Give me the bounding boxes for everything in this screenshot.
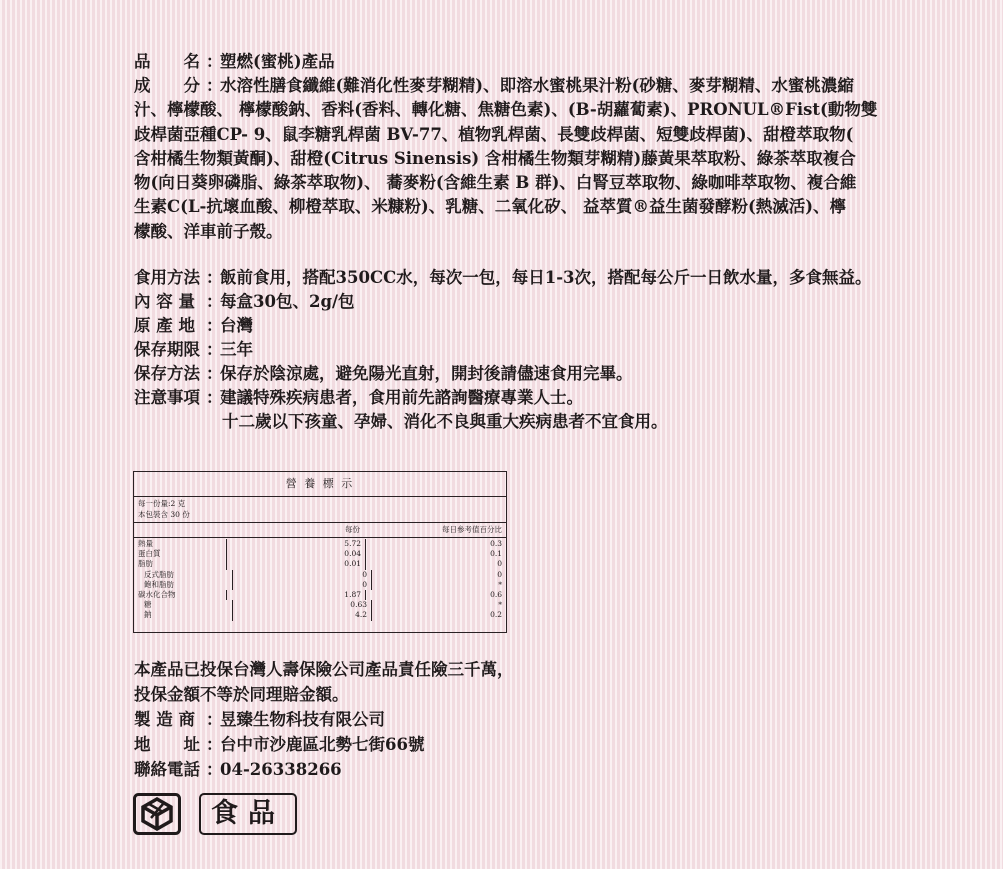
ingredients-line: 檬酸、洋車前子殼。 — [134, 221, 283, 241]
nutrition-row — [134, 590, 506, 600]
origin-row: 原 產 地 ： 台灣 — [134, 314, 944, 338]
usage-row: 食用方法 ： 飯前食用，搭配350CC水，每次一包，每日1-3次，搭配每公斤一日飲水量，多食無益。 — [134, 266, 944, 290]
product-name-value: 塑燃(蜜桃)產品 — [220, 52, 335, 71]
nutrient-daily-value: 0 — [497, 569, 502, 579]
info-label: 注意事項 — [134, 388, 200, 408]
label-content — [134, 50, 944, 434]
nutrient-name: 碳水化合物 — [134, 590, 227, 600]
maker-row: 製 造 商 ： 昱臻生物科技有限公司 — [134, 707, 514, 732]
maker-label: 製 造 商 — [134, 710, 195, 729]
nutrient-per-serving: 4.2 — [233, 610, 372, 620]
nutrient-per-serving: 0.04 — [227, 549, 366, 559]
nutrient-per-serving: 0.63 — [233, 600, 372, 610]
nutrition-row — [134, 600, 506, 610]
nutrition-row — [134, 559, 506, 569]
nutrition-serving — [134, 497, 506, 523]
info-label: 內 容 量 — [134, 292, 195, 312]
nutrient-daily-value: * — [498, 600, 502, 610]
nutrition-row — [134, 549, 506, 559]
nutrient-per-serving: 0.01 — [227, 559, 366, 569]
nutrition-row — [134, 580, 506, 590]
warning-text: 十二歲以下孩童、孕婦、消化不良與重大疾病患者不宜食用。 — [222, 412, 668, 432]
ingredients-label: 成 分 — [134, 76, 200, 95]
nutrient-name: 熱量 — [134, 539, 227, 549]
recycle-icon — [133, 793, 181, 835]
nutrient-name: 鈉 — [134, 610, 233, 620]
nutrient-per-serving: 1.87 — [227, 590, 366, 600]
info-value: 台灣 — [220, 316, 253, 336]
nutrition-rows — [134, 538, 506, 621]
ingredients-line: 汁、檸檬酸、 檸檬酸鈉、香料(香料、轉化糖、焦糖色素)、(B-胡蘿蔔素)、PRONUL®Fist(動物雙 — [134, 100, 878, 120]
ingredients-line: 含柑橘生物類黃酮)、甜橙(Citrus Sinensis) 含柑橘生物類芽糊精)藤黃果萃取粉、綠茶萃取複合 — [134, 148, 856, 168]
nutrient-daily-value: 0.2 — [490, 610, 502, 620]
ingredients-continuation — [134, 98, 944, 244]
nutrition-table — [133, 471, 507, 633]
bottom-info — [134, 657, 514, 782]
nutrient-per-serving: 0 — [233, 580, 372, 590]
certification-icons — [133, 793, 297, 835]
serving-size: 每一份量:2 克 — [138, 499, 186, 508]
insurance-line: 本產品已投保台灣人壽保險公司產品責任險三千萬， — [134, 660, 514, 679]
address-row: 地 址 ： 台中市沙鹿區北勢七街66號 — [134, 732, 514, 757]
info-label: 原 產 地 — [134, 316, 195, 336]
notice-row-2 — [134, 410, 944, 434]
insurance-line: 投保金額不等於同理賠金額。 — [134, 685, 349, 704]
nutrition-row — [134, 570, 506, 580]
nutrition-row — [134, 610, 506, 620]
nutrient-name: 飽和脂肪 — [134, 580, 233, 590]
nutrition-header — [134, 523, 506, 538]
nutrient-daily-value: 0.3 — [490, 539, 502, 548]
storage-row: 保存方法 ： 保存於陰涼處，避免陽光直射，開封後請儘速食用完畢。 — [134, 362, 944, 386]
nutrient-name: 脂肪 — [134, 559, 227, 569]
nutrition-title: 營 養 標 示 — [134, 472, 506, 497]
product-name-label: 品 名 — [134, 52, 200, 71]
nutrient-daily-value: 0.1 — [490, 549, 502, 559]
product-name-row: 品 名 ： 塑燃(蜜桃)產品 — [134, 50, 944, 74]
ingredients-line: 水溶性膳食纖維(難消化性麥芽糊精)、即溶水蜜桃果汁粉(砂糖、麥芽糊精、水蜜桃濃縮 — [220, 76, 854, 95]
servings-per-pack: 本包裝含 30 份 — [138, 510, 190, 519]
maker-label: 聯絡電話 — [134, 760, 200, 779]
maker-value: 台中市沙鹿區北勢七街66號 — [220, 735, 425, 754]
phone-row: 聯絡電話 ： 04-26338266 — [134, 757, 514, 782]
ingredients-text — [220, 74, 944, 98]
col-daily-value: 每日參考值百分比 — [442, 525, 502, 534]
shelf-life-row: 保存期限 ： 三年 — [134, 338, 944, 362]
nutrient-daily-value: * — [498, 579, 502, 589]
maker-label: 地 址 — [134, 735, 200, 754]
nutrient-name: 反式脂肪 — [134, 570, 233, 580]
ingredients-line: 生素C(L-抗壞血酸、柳橙萃取、米糠粉)、乳糖、二氧化矽、 益萃質®益生菌發酵粉(熱滅活)、檸 — [134, 197, 847, 217]
notice-row: 注意事項 ： 建議特殊疾病患者，食用前先諮詢醫療專業人士。 — [134, 386, 944, 410]
info-label: 食用方法 — [134, 268, 200, 288]
nutrient-per-serving: 5.72 — [227, 539, 366, 549]
nutrient-name: 糖 — [134, 600, 233, 610]
maker-value: 昱臻生物科技有限公司 — [220, 710, 385, 729]
info-label: 保存期限 — [134, 340, 200, 360]
maker-value: 04-26338266 — [220, 760, 342, 779]
info-value: 保存於陰涼處，避免陽光直射，開封後請儘速食用完畢。 — [220, 364, 633, 384]
info-value: 建議特殊疾病患者，食用前先諮詢醫療專業人士。 — [220, 388, 583, 408]
content-amount-row: 內 容 量 ： 每盒30包、2g/包 — [134, 290, 944, 314]
info-value: 每盒30包、2g/包 — [220, 292, 355, 312]
info-value: 三年 — [220, 340, 253, 360]
food-badge: 食品 — [199, 793, 297, 835]
nutrient-daily-value: 0.6 — [490, 589, 502, 599]
ingredients-line: 物(向日葵卵磷脂、綠茶萃取物)、 蕎麥粉(含維生素 B 群)、白腎豆萃取物、綠咖啡萃取物、複合維 — [134, 173, 857, 193]
nutrient-name: 蛋白質 — [134, 549, 227, 559]
info-value: 飯前食用，搭配350CC水，每次一包，每日1-3次，搭配每公斤一日飲水量，多食無益。 — [220, 268, 872, 288]
nutrient-per-serving: 0 — [233, 570, 372, 580]
nutrient-daily-value: 0 — [497, 559, 502, 569]
ingredients-row: 成 分 ： 水溶性膳食纖維(難消化性麥芽糊精)、即溶水蜜桃果汁粉(砂糖、麥芽糊精、水蜜桃濃縮 — [134, 74, 944, 98]
col-per-serving: 每份 — [345, 525, 360, 534]
ingredients-line: 歧桿菌亞種CP- 9、鼠李糖乳桿菌 BV-77、植物乳桿菌、長雙歧桿菌、短雙歧桿菌)、甜橙萃取物( — [134, 124, 854, 144]
nutrition-row — [134, 539, 506, 549]
info-label: 保存方法 — [134, 364, 200, 384]
